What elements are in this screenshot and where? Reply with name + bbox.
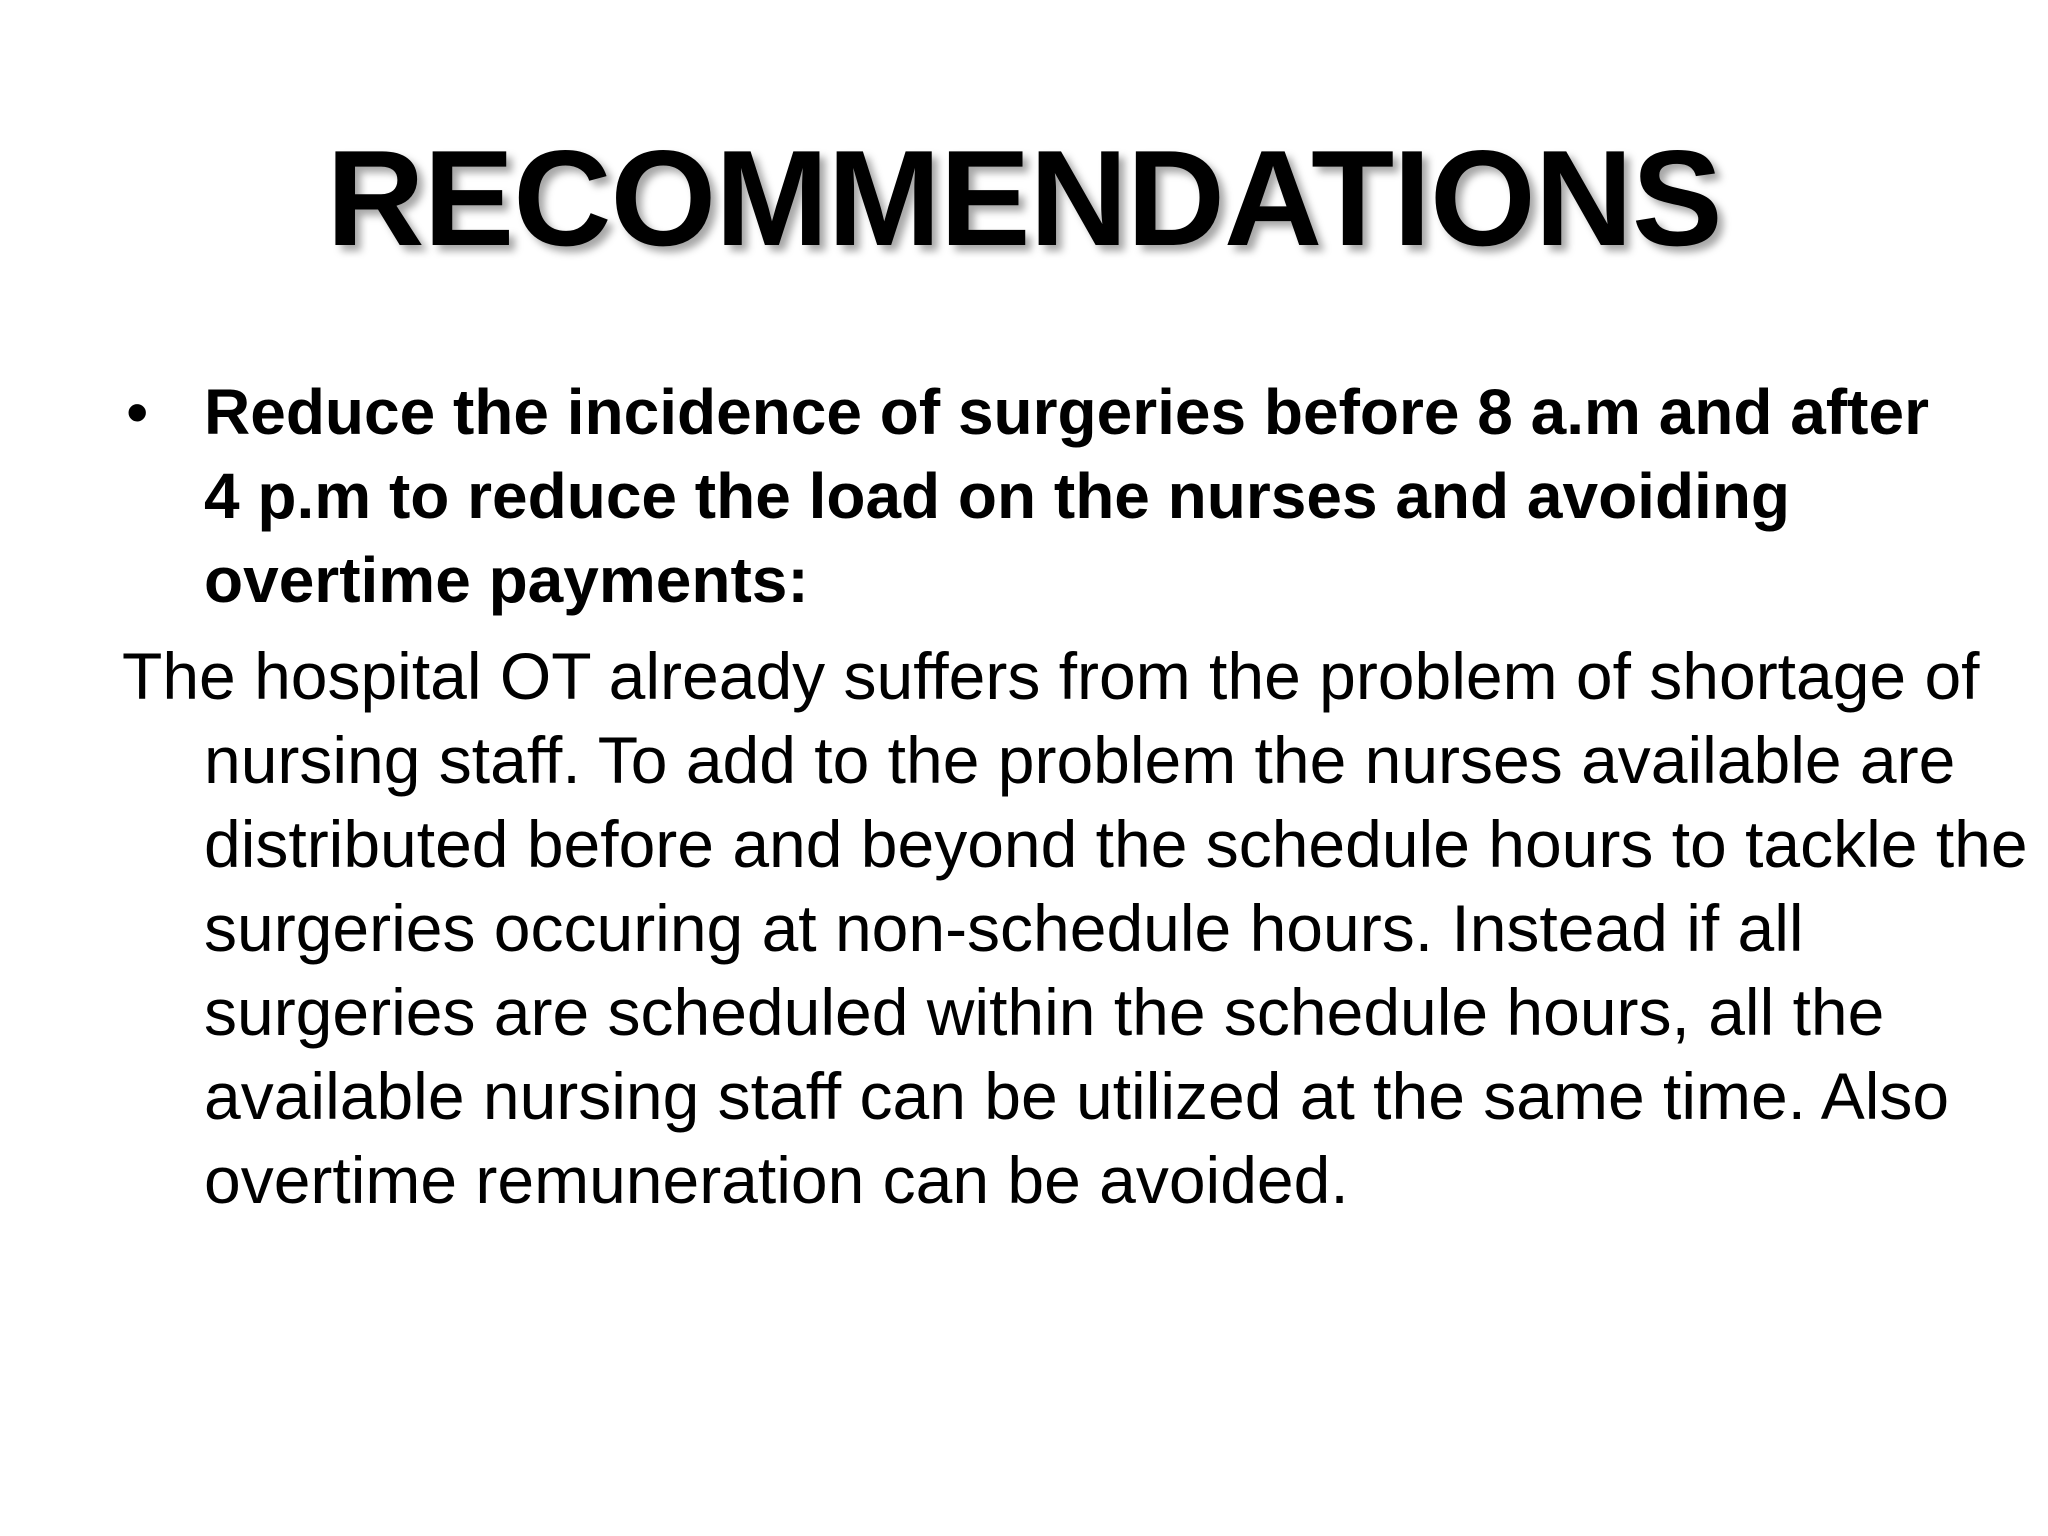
bullet-text: Reduce the incidence of surgeries before 8 a.m and after 4 p.m to reduce the load on the nurses and avoiding overtime payments: (204, 376, 1929, 616)
body-paragraph: The hospital OT already suffers from the problem of shortage of nursing staff. To add to the problem the nurses available are distributed before and beyond the schedule hours to tackle the surgeries occuring at non-schedule hours. Instead if all surgeries are scheduled within the schedule hours, all the available nursing staff can be utilized at the same time. Also overtime remuneration can be avoided. (122, 639, 2028, 1217)
bullet-marker-icon: • (126, 376, 149, 448)
slide-title: RECOMMENDATIONS (326, 122, 1722, 274)
bullet-item (122, 370, 1962, 622)
slide-content (122, 370, 2028, 1222)
